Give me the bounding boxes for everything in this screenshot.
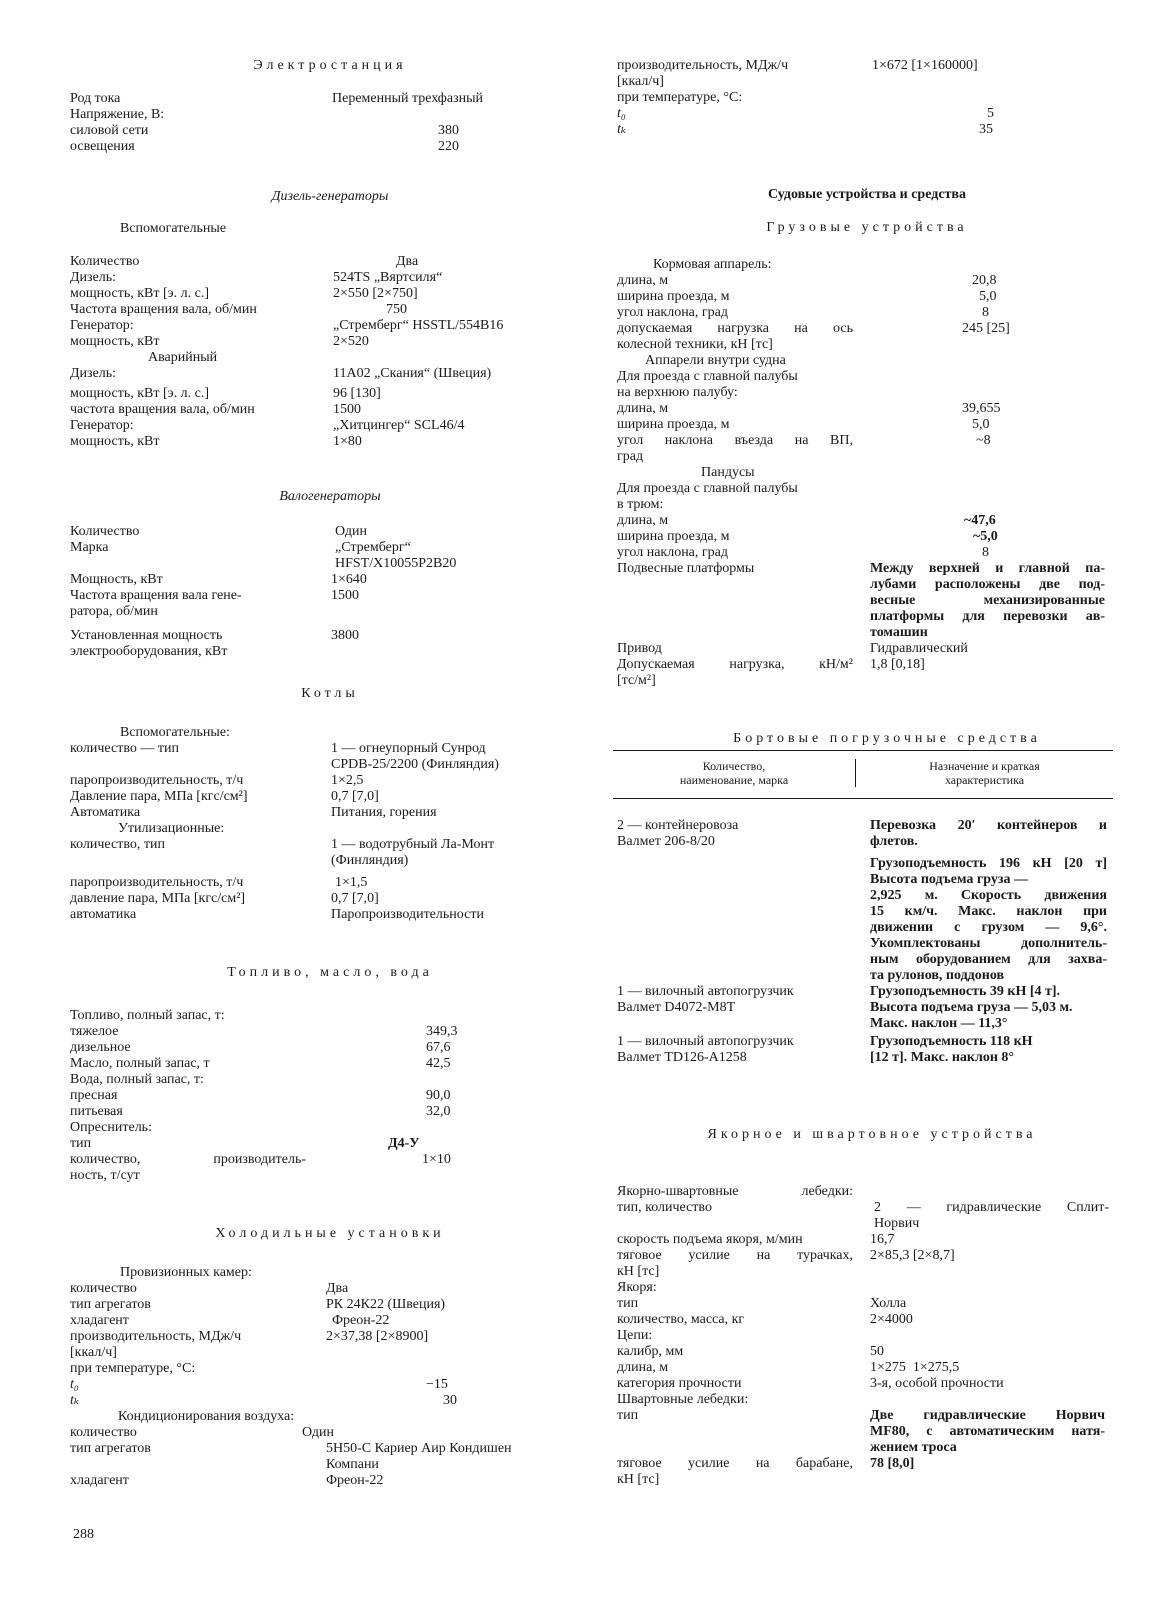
table-row: количество, производитель- 1×10: [70, 1152, 451, 1167]
subheading-inner-ramps: Аппарели внутри судна: [645, 353, 786, 368]
col-header-name: Количество, наименование, марка: [679, 759, 789, 787]
fuel-table: [70, 1008, 590, 1184]
boilers-table: [70, 741, 590, 923]
table-row: паропроизводительность, т/ч 1×1,5: [70, 875, 368, 890]
table-row: Подвесные платформы Между верхней и главной па- лубами расположены две под- весные механизированные платформы для перевозки ав- томашин: [617, 561, 1105, 640]
table-row: мощность, кВт [э. л. с.] 2×550 [2×750]: [70, 286, 418, 301]
table-row: длина, м 1×275 1×275,5: [617, 1360, 960, 1375]
table-row: тип агрегатов РК 24К22 (Швеция): [70, 1297, 446, 1312]
section-title-fridge: Холодильные установки: [215, 1226, 445, 1241]
handling-table-body: [617, 818, 1117, 1066]
table-row: Давление пара, МПа [кгс/см²] 0,7 [7,0]: [70, 789, 379, 804]
diesel-table: [70, 254, 590, 450]
table-row: кН [тс]: [617, 1264, 660, 1279]
table-row: на верхнюю палубу:: [617, 385, 738, 400]
table-row: количество — тип 1 — огнеупорный Сунрод: [70, 741, 486, 756]
table-row: количество Два: [70, 1281, 349, 1296]
table-row: угол наклона, град 8: [617, 545, 989, 560]
subheading-ramp: Кормовая аппарель:: [653, 257, 772, 272]
table-row: Генератор: „Стремберг“ HSSTL/554B16: [70, 318, 504, 333]
table-row: длина, м 39,655: [617, 401, 1001, 416]
table-row: Количество Один: [70, 524, 368, 539]
table-row: производительность, МДж/ч 2×37,38 [2×8900]: [70, 1329, 429, 1344]
table-row: кН [тс]: [617, 1472, 660, 1487]
table-row: 1 — вилочный автопогрузчик Валмет TD126-A1258 Грузоподъемность 118 кН [12 т]. Макс. наклон 8°: [617, 1034, 1033, 1065]
subheading-aux-boilers: Вспомогательные:: [120, 725, 230, 740]
table-row: электрооборудования, кВт: [70, 644, 228, 659]
table-row: частота вращения вала, об/мин 1500: [70, 402, 361, 417]
table-row: хладагент Фреон-22: [70, 1473, 384, 1488]
table-row: Якоря:: [617, 1280, 657, 1295]
table-row: Вода, полный запас, т:: [70, 1072, 204, 1087]
table-row: Опреснитель:: [70, 1120, 152, 1135]
table-row: скорость подъема якоря, м/мин 16,7: [617, 1232, 895, 1247]
table-row: освещения 220: [70, 139, 459, 154]
table-row: количество, масса, кг 2×4000: [617, 1312, 913, 1327]
table-row: ширина проезда, м 5,0: [617, 417, 990, 432]
table-row: тяжелое 349,3: [70, 1024, 458, 1039]
table-row: Компани: [326, 1457, 379, 1472]
shaft-table: [70, 524, 590, 660]
table-row: колесной техники, кН [тс]: [617, 337, 773, 352]
table-row: тяговое усилие на барабане, 78 [8,0]: [617, 1456, 915, 1471]
table-row: HFST/X10055P2B20: [335, 556, 457, 571]
table-row: град: [617, 449, 644, 464]
section-title-handling: Бортовые погрузочные средства: [733, 731, 1041, 746]
table-row: производительность, МДж/ч 1×672 [1×160000]: [617, 58, 978, 73]
table-top-rule: [613, 750, 1113, 751]
section-title-power: Электростанция: [253, 58, 407, 73]
table-row: MF80, с автоматическим натя-: [870, 1424, 1105, 1439]
table-row: тип Две гидравлические Норвич: [617, 1408, 1105, 1423]
subheading-util: Утилизационные:: [118, 821, 225, 836]
subheading-aux: Вспомогательные: [120, 221, 227, 236]
table-row: Якорно-швартовные лебедки:: [617, 1184, 853, 1199]
table-row: длина, м ~47,6: [617, 513, 996, 528]
table-row: мощность, кВт [э. л. с.] 96 [130]: [70, 386, 381, 401]
table-row: [ккал/ч]: [70, 1345, 117, 1360]
subheading-prov: Провизионных камер:: [120, 1265, 252, 1280]
subheading-pandus: Пандусы: [701, 465, 755, 480]
table-row: Род тока Переменный трехфазный: [70, 91, 483, 106]
table-row: (Финляндия): [331, 853, 409, 868]
table-row: количество Один: [70, 1425, 335, 1440]
chapter-title-devices: Судовые устройства и средства: [768, 187, 966, 202]
table-row: ратора, об/мин: [70, 604, 158, 619]
table-row: ширина проезда, м ~5,0: [617, 529, 998, 544]
table-row: хладагент Фреон-22: [70, 1313, 390, 1328]
table-row: при температуре, °С:: [617, 90, 743, 105]
table-row: питьевая 32,0: [70, 1104, 451, 1119]
table-row: при температуре, °С:: [70, 1361, 196, 1376]
table-row: Швартовные лебедки:: [617, 1392, 749, 1407]
table-row: Дизель: 11A02 „Скания“ (Швеция): [70, 366, 492, 381]
cargo-table: [617, 273, 1117, 689]
table-row: допускаемая нагрузка на ось 245 [25]: [617, 321, 1010, 336]
table-row: мощность, кВт 2×520: [70, 334, 369, 349]
section-title-cargo: Грузовые устройства: [766, 220, 968, 235]
section-title-anchor: Якорное и швартовное устройства: [707, 1127, 1037, 1142]
table-row: Норвич: [874, 1216, 920, 1231]
table-row: ширина проезда, м 5,0: [617, 289, 997, 304]
table-row: Автоматика Питания, горения: [70, 805, 437, 820]
table-row: тяговое усилие на турачках, 2×85,3 [2×8,7]: [617, 1248, 955, 1263]
table-row: ность, т/сут: [70, 1168, 140, 1183]
table-row: Топливо, полный запас, т:: [70, 1008, 225, 1023]
table-row: Частота вращения вала гене- 1500: [70, 588, 359, 603]
table-row: t₀ 5: [617, 106, 994, 121]
table-row: Дизель: 524TS „Вяртсиля“: [70, 270, 443, 285]
table-row: силовой сети 380: [70, 123, 459, 138]
table-row: Допускаемая нагрузка, кН/м² 1,8 [0,18]: [617, 657, 925, 672]
table-row: tₖ 30: [70, 1393, 457, 1408]
table-row: Для проезда с главной палубы: [617, 369, 798, 384]
table-row: Привод Гидравлический: [617, 641, 968, 656]
section-title-fuel: Топливо, масло, вода: [227, 965, 433, 980]
table-row: количество, тип 1 — водотрубный Ла-Монт: [70, 837, 495, 852]
table-row: Мощность, кВт 1×640: [70, 572, 367, 587]
table-row: Напряжение, В:: [70, 107, 165, 122]
platform-description: Между верхней и главной па- лубами расположены две под- весные механизированные платформы для перевозки ав- томашин: [870, 561, 1105, 640]
table-row: t₀ −15: [70, 1377, 448, 1392]
col-header-purpose: Назначение и краткая характеристика: [855, 759, 1113, 787]
table-row: категория прочности 3-я, особой прочности: [617, 1376, 1004, 1391]
table-row: Для проезда с главной палубы: [617, 481, 798, 496]
subheading-emergency: Аварийный: [148, 350, 218, 365]
table-row: 1 — вилочный автопогрузчик Валмет D4072-M8T Грузоподъемность 39 кН [4 т]. Высота подъема груза — 5,03 м. Макс. наклон — 11,3°: [617, 984, 1073, 1031]
fridge-table: [70, 1281, 590, 1489]
subheading-cond: Кондиционирования воздуха:: [118, 1409, 295, 1424]
table-row: Генератор: „Хитцингер“ SCL46/4: [70, 418, 465, 433]
table-row: тип, количество 2 — гидравлические Сплит-: [617, 1200, 1109, 1215]
table-row: угол наклона въезда на ВП, ~8: [617, 433, 991, 448]
table-row: паропроизводительность, т/ч 1×2,5: [70, 773, 364, 788]
anchor-table: [617, 1184, 1117, 1488]
section-title-diesel: Дизель-генераторы: [271, 189, 389, 204]
table-row: угол наклона, град 8: [617, 305, 989, 320]
table-row: CPDB-25/2200 (Финляндия): [331, 757, 499, 772]
table-row: автоматика Паропроизводительности: [70, 907, 484, 922]
table-row: Частота вращения вала, об/мин 750: [70, 302, 407, 317]
handling-table-header: [613, 759, 1113, 787]
table-row: длина, м 20,8: [617, 273, 997, 288]
table-row: Марка „Стремберг“: [70, 540, 411, 555]
table-row: тип Холла: [617, 1296, 907, 1311]
table-row: Количество Два: [70, 254, 419, 269]
table-row: [тс/м²]: [617, 673, 656, 688]
table-row: давление пара, МПа [кгс/см²] 0,7 [7,0]: [70, 891, 379, 906]
table-row: в трюм:: [617, 497, 664, 512]
table-row: мощность, кВт 1×80: [70, 434, 362, 449]
table-row: дизельное 67,6: [70, 1040, 451, 1055]
fridge-continuation: [617, 58, 1117, 138]
section-title-shaft: Валогенераторы: [279, 489, 381, 504]
table-row: tₖ 35: [617, 122, 993, 137]
table-row: тип агрегатов 5H50-С Кариер Аир Кондишен: [70, 1441, 512, 1456]
table-header-rule: [613, 798, 1113, 799]
table-row: Масло, полный запас, т 42,5: [70, 1056, 451, 1071]
table-row: жением троса: [870, 1440, 957, 1455]
power-table: [70, 91, 590, 155]
page-number: 288: [73, 1527, 94, 1542]
table-row: тип Д4-У: [70, 1136, 420, 1151]
table-row: 2 — контейнеровоза Валмет 206-8/20 Перевозка 20′ контейнеров и флетов. Грузоподъемность 196 кН [20 т] Высота подъема груза — 2,925 м. Скорость движения 15 км/ч. Макс. наклон при движении с грузом — 9,6°. Укомплектованы дополнитель- ным оборудованием для захва- та рулонов, поддонов: [617, 818, 1107, 983]
table-row: Цепи:: [617, 1328, 653, 1343]
section-title-boilers: Котлы: [301, 686, 359, 701]
table-row: пресная 90,0: [70, 1088, 451, 1103]
table-row: Установленная мощность 3800: [70, 628, 359, 643]
table-row: калибр, мм 50: [617, 1344, 884, 1359]
table-row: [ккал/ч]: [617, 74, 664, 89]
